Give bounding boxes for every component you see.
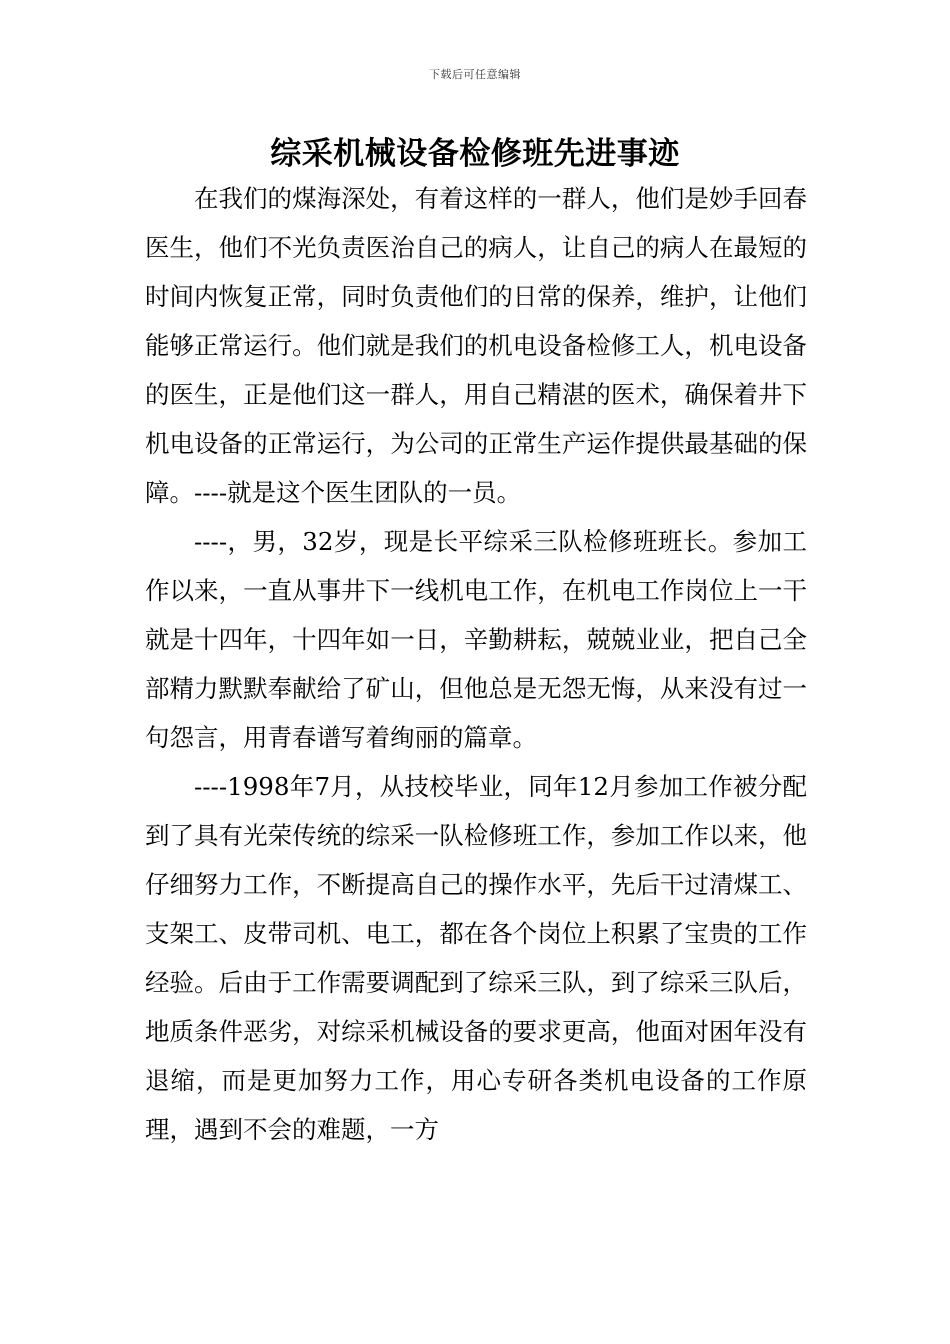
paragraph-profile: ----，男，32岁，现是长平综采三队检修班班长。参加工作以来，一直从事井下一线机电工作，在机电工作岗位上一干就是十四年，十四年如一日，辛勤耕耘，兢兢业业，把自己全部精力默默奉献给了矿山，但他总是无怨无悔，从来没有过一句怨言，用青春谱写着绚丽的篇章。 (145, 527, 807, 752)
paragraph-career: ----1998年7月，从技校毕业，同年12月参加工作被分配到了具有光荣传统的综采一队检修班工作，参加工作以来，他仔细努力工作，不断提高自己的操作水平，先后干过清煤工、支架工、皮带司机、电工，都在各个岗位上积累了宝贵的工作经验。后由于工作需要调配到了综采三队，到了综采三队后，地质条件恶劣，对综采机械设备的要求更高，他面对困年没有退缩，而是更加努力工作，用心专研各类机电设备的工作原理，遇到不会的难题，一方 (145, 772, 807, 1144)
document-title: 综采机械设备检修班先进事迹 (270, 136, 680, 172)
document-body (145, 174, 807, 1154)
paragraph-intro: 在我们的煤海深处，有着这样的一群人，他们是妙手回春医生，他们不光负责医治自己的病人，让自己的病人在最短的时间内恢复正常，同时负责他们的日常的保养，维护，让他们能够正常运行。他们就是我们的机电设备检修工人，机电设备的医生，正是他们这一群人，用自己精湛的医术，确保着井下机电设备的正常运行，为公司的正常生产运作提供最基础的保障。----就是这个医生团队的一员。 (145, 184, 807, 507)
header-note: 下载后可任意编辑 (429, 68, 521, 81)
